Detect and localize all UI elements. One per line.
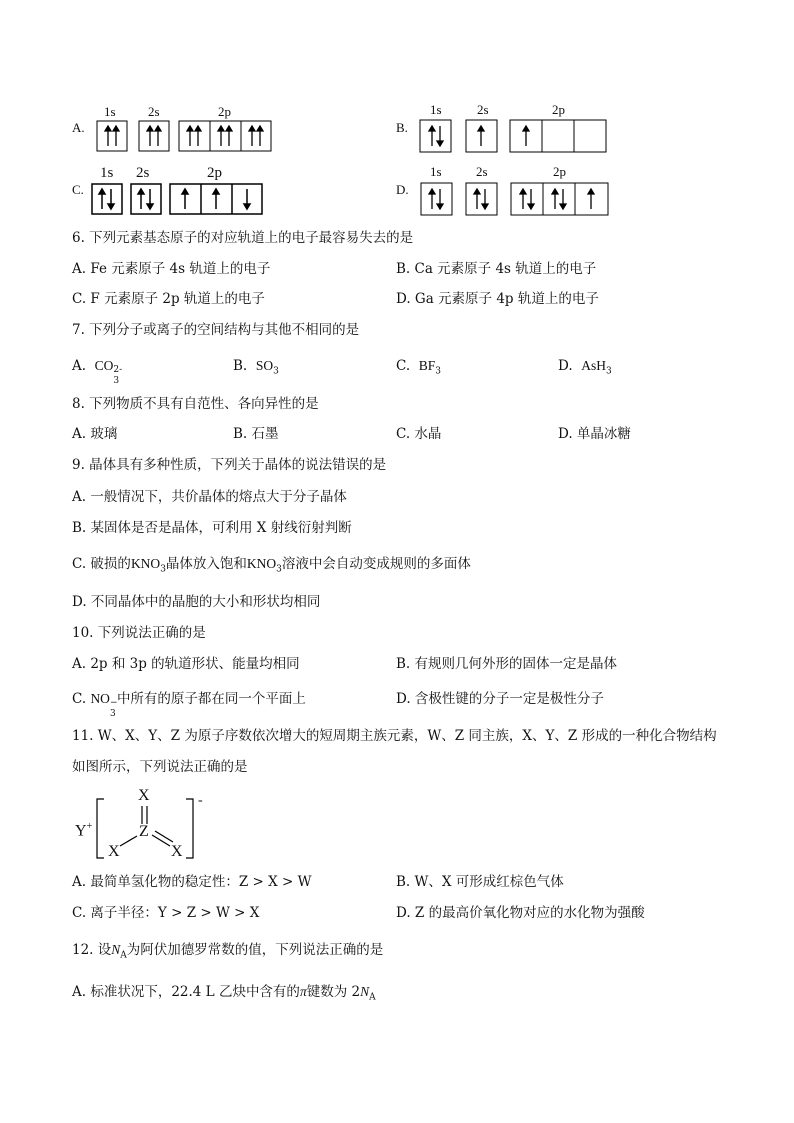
question-10-option-b: B. 有规则几何外形的固体一定是晶体 [396,656,618,672]
orbital-label-1s: 1s [430,164,442,179]
structure-charge: - [198,793,203,808]
question-6-option-a: A. Fe 元素原子 4s 轨道上的电子 [72,261,271,277]
question-9-option-a: A. 一般情况下，共价晶体的熔点大于分子晶体 [72,489,347,505]
structure-atom-x-right: X [171,843,183,860]
question-7-stem: 7. 下列分子或离子的空间结构与其他不相同的是 [72,322,360,338]
orbital-label-2s: 2s [148,104,160,119]
question-7-option-d: D. AsH$_3$ [558,358,612,377]
structure-atom-x-left: X [108,843,120,860]
question-6-stem: 6. 下列元素基态原子的对应轨道上的电子最容易失去的是 [72,230,414,246]
orbital-label-2p: 2p [552,102,565,117]
structure-atom-y: Y+ [75,821,93,840]
orbital-label-2p: 2p [207,165,222,181]
question-9-option-d: D. 不同晶体中的晶胞的大小和形状均相同 [72,594,321,610]
orbital-label-2s: 2s [136,165,150,181]
option-label: A. [72,120,85,135]
option-label: D. [396,182,409,197]
orbital-label-1s: 1s [100,165,114,181]
option-label: C. [72,182,84,197]
question-11-option-b: B. W、X 可形成红棕色气体 [396,874,564,890]
question-12-stem: 12. 设$N_A$为阿伏加德罗常数的值，下列说法正确的是 [72,942,384,961]
question-12-option-a: A. 标准状况下，22.4 L 乙炔中含有的π键数为 $2N_A$ [72,984,376,1003]
question-10-option-a: A. 2p 和 3p 的轨道形状、能量均相同 [72,656,300,672]
question-9-option-b: B. 某固体是否是晶体，可利用 X 射线衍射判断 [72,520,352,536]
question-8-option-c: C. 水晶 [396,426,442,442]
question-9-option-c: C. 破损的$KNO_3$晶体放入饱和$KNO_3$溶液中会自动变成规则的多面体 [72,556,471,575]
question-8-option-a: A. 玻璃 [72,426,118,442]
question-6-option-c: C. F 元素原子 2p 轨道上的电子 [72,291,265,307]
question-7-option-b: B. $SO_3$ [233,358,279,377]
orbital-label-2s: 2s [476,164,488,179]
option-label: B. [396,120,408,135]
orbital-label-2p: 2p [218,104,231,119]
question-7-option-c: C. $BF_3$ [396,358,441,377]
question-10-option-d: D. 含极性键的分子一定是极性分子 [396,691,604,707]
question-11-option-a: A. 最简单氢化物的稳定性：Z > X > W [72,874,312,890]
question-9-stem: 9. 晶体具有多种性质，下列关于晶体的说法错误的是 [72,457,387,473]
question-6-option-d: D. Ga 元素原子 4p 轨道上的电子 [396,291,599,307]
question-11-option-c: C. 离子半径：Y > Z > W > X [72,905,260,921]
structure-atom-z: Z [139,823,149,840]
question-11-stem-line2: 如图所示，下列说法正确的是 [72,759,248,775]
question-6-option-b: B. Ca 元素原子 4s 轨道上的电子 [396,261,597,277]
question-10-option-c: C. NO − 3 中所有的原子都在同一个平面上 [72,691,306,719]
orbital-label-1s: 1s [104,104,116,119]
question-11-option-d: D. Z 的最高价氧化物对应的水化物为强酸 [396,905,645,921]
question-7-option-a: A. CO 2- 3 [72,358,123,386]
question-8-option-d: D. 单晶冰糖 [558,426,631,442]
question-8-option-b: B. 石墨 [233,426,279,442]
orbital-label-2p: 2p [553,164,566,179]
question-10-stem: 10. 下列说法正确的是 [72,625,206,641]
question-11-stem-line1: 11. W、X、Y、Z 为原子序数依次增大的短周期主族元素，W、Z 同主族，X、Y、Z 形成的一种化合物结构 [72,728,717,744]
orbital-label-1s: 1s [430,102,442,117]
structure-atom-x-top: X [138,787,150,804]
orbital-label-2s: 2s [477,102,489,117]
question-8-stem: 8. 下列物质不具有自范性、各向异性的是 [72,396,319,412]
